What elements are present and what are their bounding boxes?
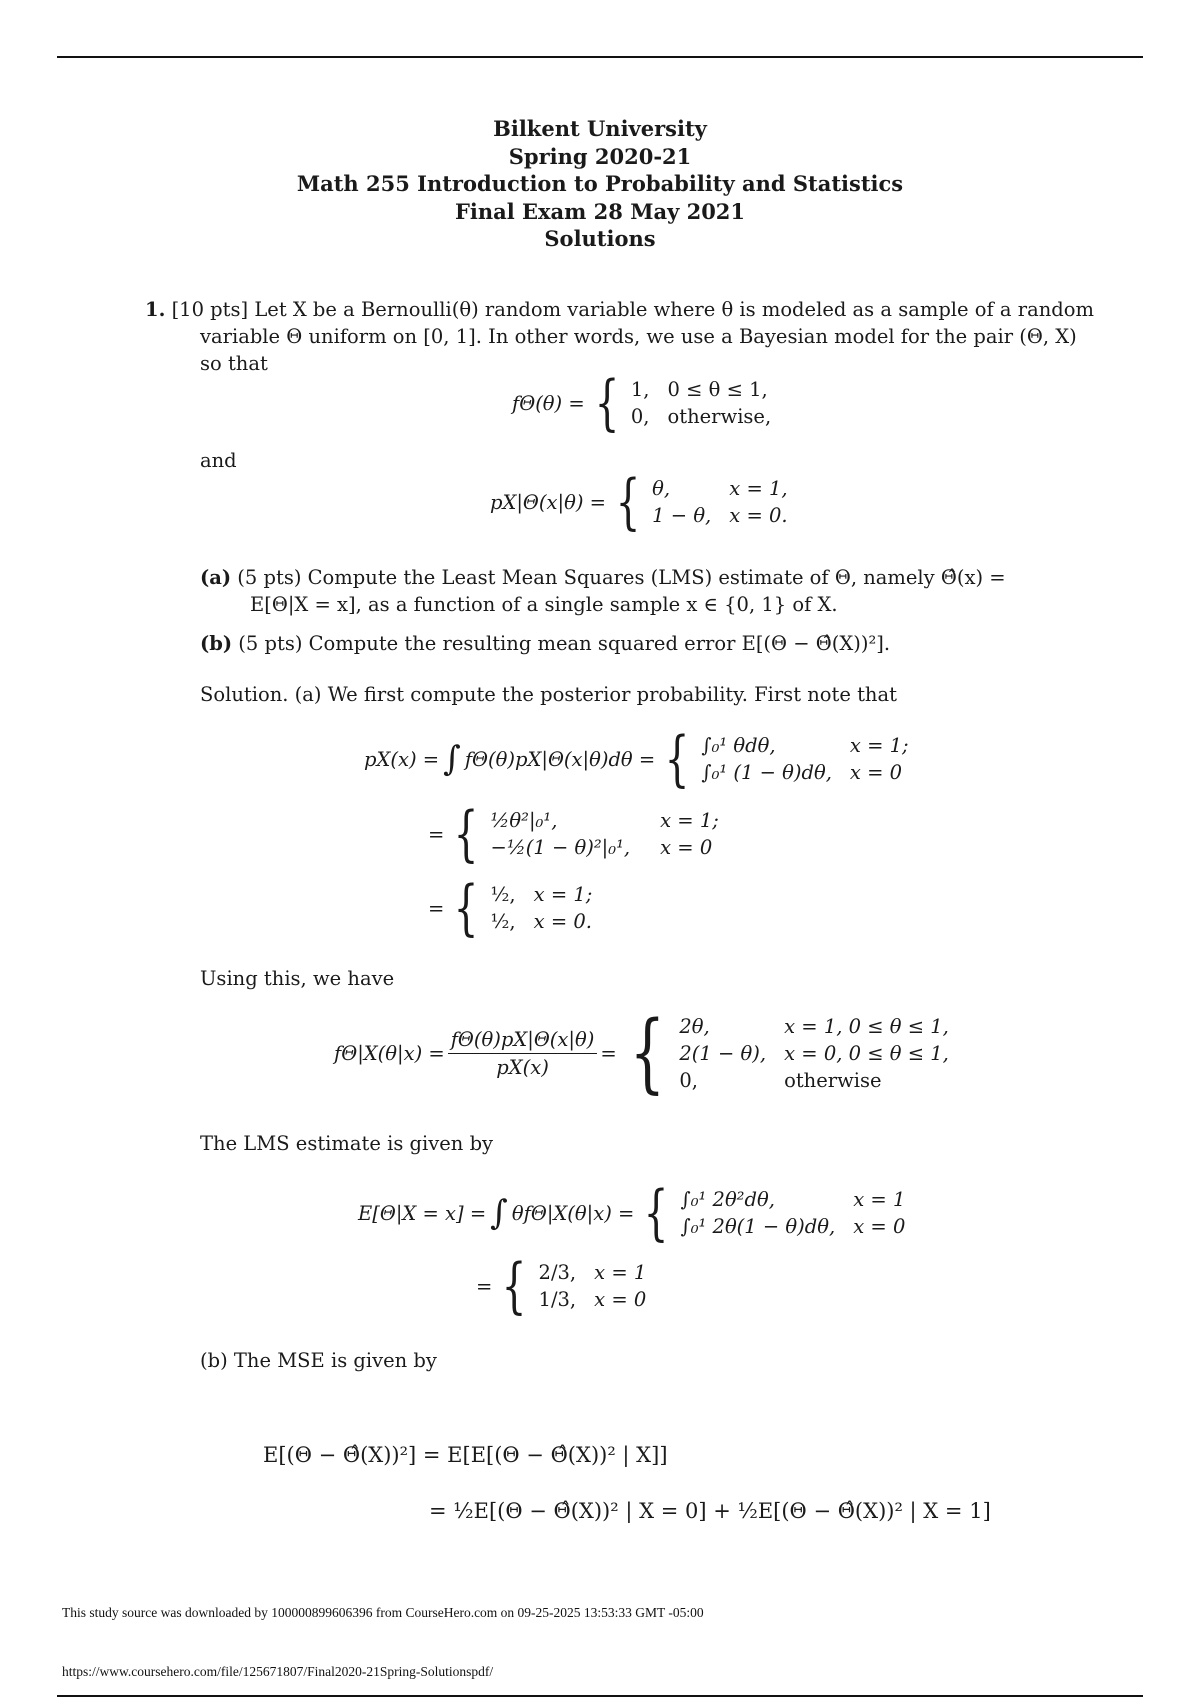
prior-row1-condition: 0 ≤ θ ≤ 1,: [667, 378, 768, 401]
problem-intro-a: Let X be a Bernoulli(θ) random variable where θ is modeled as a sample of a random: [254, 298, 1094, 321]
marginal-lhs: pX(x) =: [364, 747, 440, 771]
problem-line-1: [145, 297, 1094, 324]
left-brace-icon: {: [664, 724, 690, 794]
problem-points: [10 pts]: [171, 298, 249, 321]
part-a-text-2: E[Θ|X = x], as a function of a single sample x ∈ {0, 1} of X.: [250, 593, 838, 616]
lms-intro: The LMS estimate is given by: [200, 1132, 494, 1155]
posterior-numerator: fΘ(θ)pX|Θ(x|θ): [448, 1028, 598, 1054]
marginal-row2-condition: x = 0: [849, 761, 903, 784]
marginal2-row1-value: ½θ²|₀¹,: [490, 809, 558, 832]
part-b-label: (b): [200, 632, 233, 655]
left-brace-icon: {: [644, 1178, 669, 1248]
marginal2-row2-condition: x = 0: [660, 836, 713, 859]
part-b-text: (5 pts) Compute the resulting mean squared error E[(Θ − Θ̂(X))²].: [238, 632, 891, 655]
lms-row1-value: ∫₀¹ 2θ²dθ,: [680, 1188, 775, 1211]
prior-row1-value: 1,: [630, 378, 650, 401]
lms-row2-condition: x = 0: [853, 1215, 906, 1238]
exam-header: [0, 115, 1200, 253]
solution-intro: Solution. (a) We first compute the posterior probability. First note that: [200, 683, 897, 706]
likelihood-row2-condition: x = 0.: [729, 504, 788, 527]
part-a-label: (a): [200, 566, 232, 589]
mse-line-2: = ½E[(Θ − Θ̂(X))² | X = 0] + ½E[(Θ − Θ̂(X))² | X = 1]: [429, 1499, 991, 1523]
lms-row1-condition: x = 1: [853, 1188, 906, 1211]
likelihood-equation: [490, 467, 788, 537]
posterior-row2-value: 2(1 − θ),: [679, 1041, 767, 1065]
marginal-step-2: = { ½θ²|₀¹, x = 1; −½(1 − θ)²|₀¹, x = 0: [428, 799, 719, 869]
header-course: Math 255 Introduction to Probability and Statistics: [296, 171, 904, 196]
marginal2-row1-condition: x = 1;: [660, 809, 719, 832]
header-university: Bilkent University: [493, 116, 707, 141]
mse-intro: (b) The MSE is given by: [200, 1349, 437, 1372]
prior-row2-value: 0,: [630, 405, 650, 428]
posterior-row1-condition: x = 1, 0 ≤ θ ≤ 1,: [784, 1014, 949, 1038]
integral-icon: ∫: [490, 1193, 508, 1233]
posterior-row3-value: 0,: [679, 1068, 698, 1092]
mse-line-1: E[(Θ − Θ̂(X))²] = E[E[(Θ − Θ̂(X))² | X]]: [263, 1443, 668, 1467]
lms-integrand: θfΘ|X(θ|x) =: [511, 1201, 635, 1225]
prior-row2-condition: otherwise,: [667, 405, 772, 428]
lms2-row1-value: 2/3,: [538, 1261, 577, 1284]
bottom-rule: [57, 1695, 1143, 1697]
marginal3-row1-value: ½,: [490, 883, 516, 906]
download-notice: This study source was downloaded by 100000899606396 from CourseHero.com on 09-25-2025 13:53:33 GMT -05:00: [62, 1605, 704, 1620]
marginal2-row2-value: −½(1 − θ)²|₀¹,: [490, 836, 631, 859]
part-b-line: [200, 631, 890, 658]
part-a-line-1: [200, 565, 1006, 592]
marginal-integrand: fΘ(θ)pX|Θ(x|θ)dθ =: [464, 747, 656, 771]
marginal-row1-condition: x = 1;: [849, 734, 909, 757]
header-exam: Final Exam 28 May 2021: [454, 198, 746, 224]
lms2-row1-condition: x = 1: [594, 1261, 647, 1284]
left-brace-icon: {: [629, 1003, 665, 1103]
lms-row2-value: ∫₀¹ 2θ(1 − θ)dθ,: [680, 1215, 836, 1238]
prior-lhs: fΘ(θ) =: [512, 391, 585, 415]
top-rule: [57, 56, 1143, 58]
posterior-row2-condition: x = 0, 0 ≤ θ ≤ 1,: [784, 1041, 949, 1065]
lms-result: = { 2/3, x = 1 1/3, x = 0: [476, 1251, 647, 1321]
likelihood-row1-value: θ,: [652, 477, 671, 500]
lms-lhs: E[Θ|X = x] =: [358, 1201, 487, 1225]
marginal-step-3: = { ½, x = 1; ½, x = 0.: [428, 873, 593, 943]
marginal-row1-value: ∫₀¹ θdθ,: [701, 734, 776, 757]
left-brace-icon: {: [454, 873, 479, 943]
lms2-row2-value: 1/3,: [538, 1288, 577, 1311]
marginal3-row2-condition: x = 0.: [533, 910, 592, 933]
header-solutions: Solutions: [544, 226, 656, 251]
left-brace-icon: {: [594, 368, 620, 438]
marginal3-row2-value: ½,: [490, 910, 516, 933]
posterior-denominator: pX(x): [496, 1055, 549, 1079]
and-word: and: [200, 449, 237, 472]
likelihood-row1-condition: x = 1,: [729, 477, 788, 500]
problem-intro-c: so that: [200, 352, 268, 375]
source-url[interactable]: https://www.coursehero.com/file/125671807/Final2020-21Spring-Solutionspdf/: [62, 1664, 494, 1679]
posterior-row1-value: 2θ,: [679, 1014, 710, 1038]
marginal3-row1-condition: x = 1;: [533, 883, 593, 906]
lms-equation: [358, 1178, 906, 1248]
likelihood-row2-value: 1 − θ,: [652, 504, 712, 527]
left-brace-icon: {: [454, 799, 479, 869]
left-brace-icon: {: [615, 467, 641, 537]
problem-number: 1.: [145, 298, 166, 321]
posterior-row3-condition: otherwise: [784, 1068, 882, 1092]
posterior-equation: fΘ|X(θ|x) = $\frac{f\Theta(\theta)pX|\Theta(x|\theta)}{pX(x)}$ = { 2θ, x = 1, 0 ≤ θ ≤ 1, 2(1 − θ), x = 0, 0 ≤ θ ≤ 1, 0, otherwise: [334, 1003, 949, 1103]
marginal-row2-value: ∫₀¹ (1 − θ)dθ,: [701, 761, 832, 784]
likelihood-lhs: pX|Θ(x|θ) =: [490, 490, 606, 514]
posterior-fraction: [448, 1028, 598, 1079]
problem-intro-b: variable Θ uniform on [0, 1]. In other words, we use a Bayesian model for the pair (Θ, X): [200, 325, 1077, 348]
using-this: Using this, we have: [200, 967, 395, 990]
lms2-row2-condition: x = 0: [594, 1288, 647, 1311]
posterior-lhs: fΘ|X(θ|x) =: [334, 1041, 445, 1065]
marginal-equation: [364, 724, 909, 794]
integral-icon: ∫: [443, 739, 461, 779]
left-brace-icon: {: [502, 1251, 527, 1321]
header-term: Spring 2020-21: [508, 143, 692, 169]
prior-equation: [512, 368, 772, 438]
part-a-text-1: (5 pts) Compute the Least Mean Squares (LMS) estimate of Θ, namely Θ̂(x) =: [237, 566, 1006, 589]
